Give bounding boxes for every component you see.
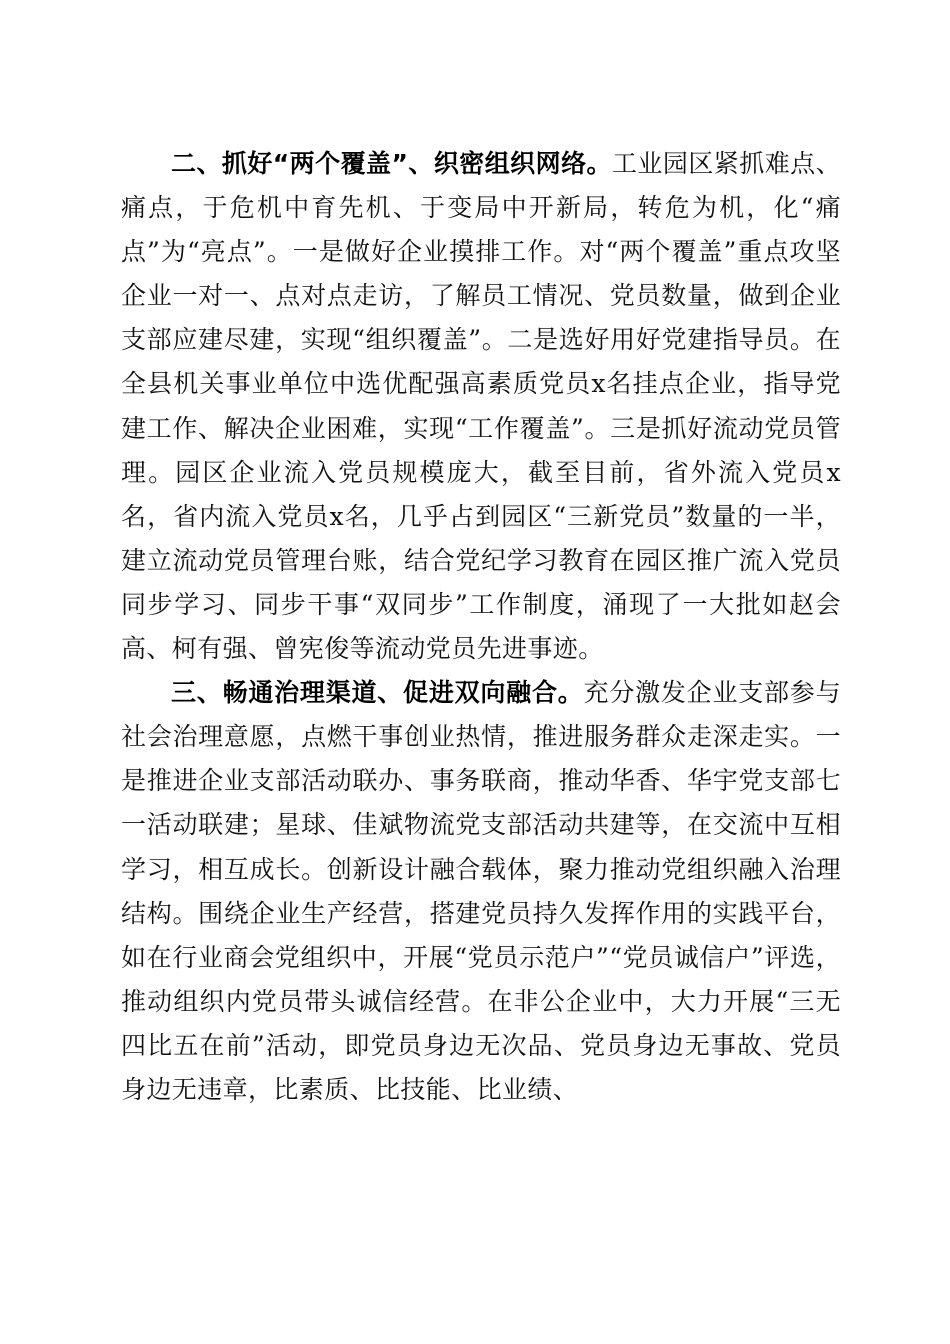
paragraph-text: 工业园区紧抓难点、痛点，于危机中育先机、于变局中开新局，转危为机，化“痛点”为“亮点”。一是做好企业摸排工作。对“两个覆盖”重点攻坚企业一对一、点对点走访，了解员工情况、党员数量，做到企业支部应建尽建，实现“组织覆盖”。二是选好用好党建指导员。在全县机关事业单位中选优配强高素质党员x名挂点企业，指导党建工作、解决企业困难，实现“工作覆盖”。三是抓好流动党员管理。园区企业流入党员规模庞大，截至目前，省外流入党员x名，省内流入党员x名，几乎占到园区“三新党员”数量的一半，建立流动党员管理台账，结合党纪学习教育在园区推广流入党员同步学习、同步干事“双同步”工作制度，涌现了一大批如赵会高、柯有强、曾宪俊等流动党员先进事迹。 [121,149,841,664]
paragraph-two-coverages [121,142,841,671]
document-body [121,142,841,1112]
paragraph-governance-channels [121,671,841,1112]
paragraph-text: 充分激发企业支部参与社会治理意愿，点燃干事创业热情，推进服务群众走深走实。一是推进企业支部活动联办、事务联商，推动华香、华宇党支部七一活动联建；星球、佳斌物流党支部活动共建等，在交流中互相学习，相互成长。创新设计融合载体，聚力推动党组织融入治理结构。围绕企业生产经营，搭建党员持久发挥作用的实践平台，如在行业商会党组织中，开展“党员示范户”“党员诚信户”评选，推动组织内党员带头诚信经营。在非公企业中，大力开展“三无四比五在前”活动，即党员身边无次品、党员身边无事故、党员身边无违章，比素质、比技能、比业绩、 [121,678,841,1104]
paragraph-heading: 三、畅通治理渠道、促进双向融合。 [171,678,584,708]
paragraph-heading: 二、抓好“两个覆盖”、织密组织网络。 [171,149,612,178]
